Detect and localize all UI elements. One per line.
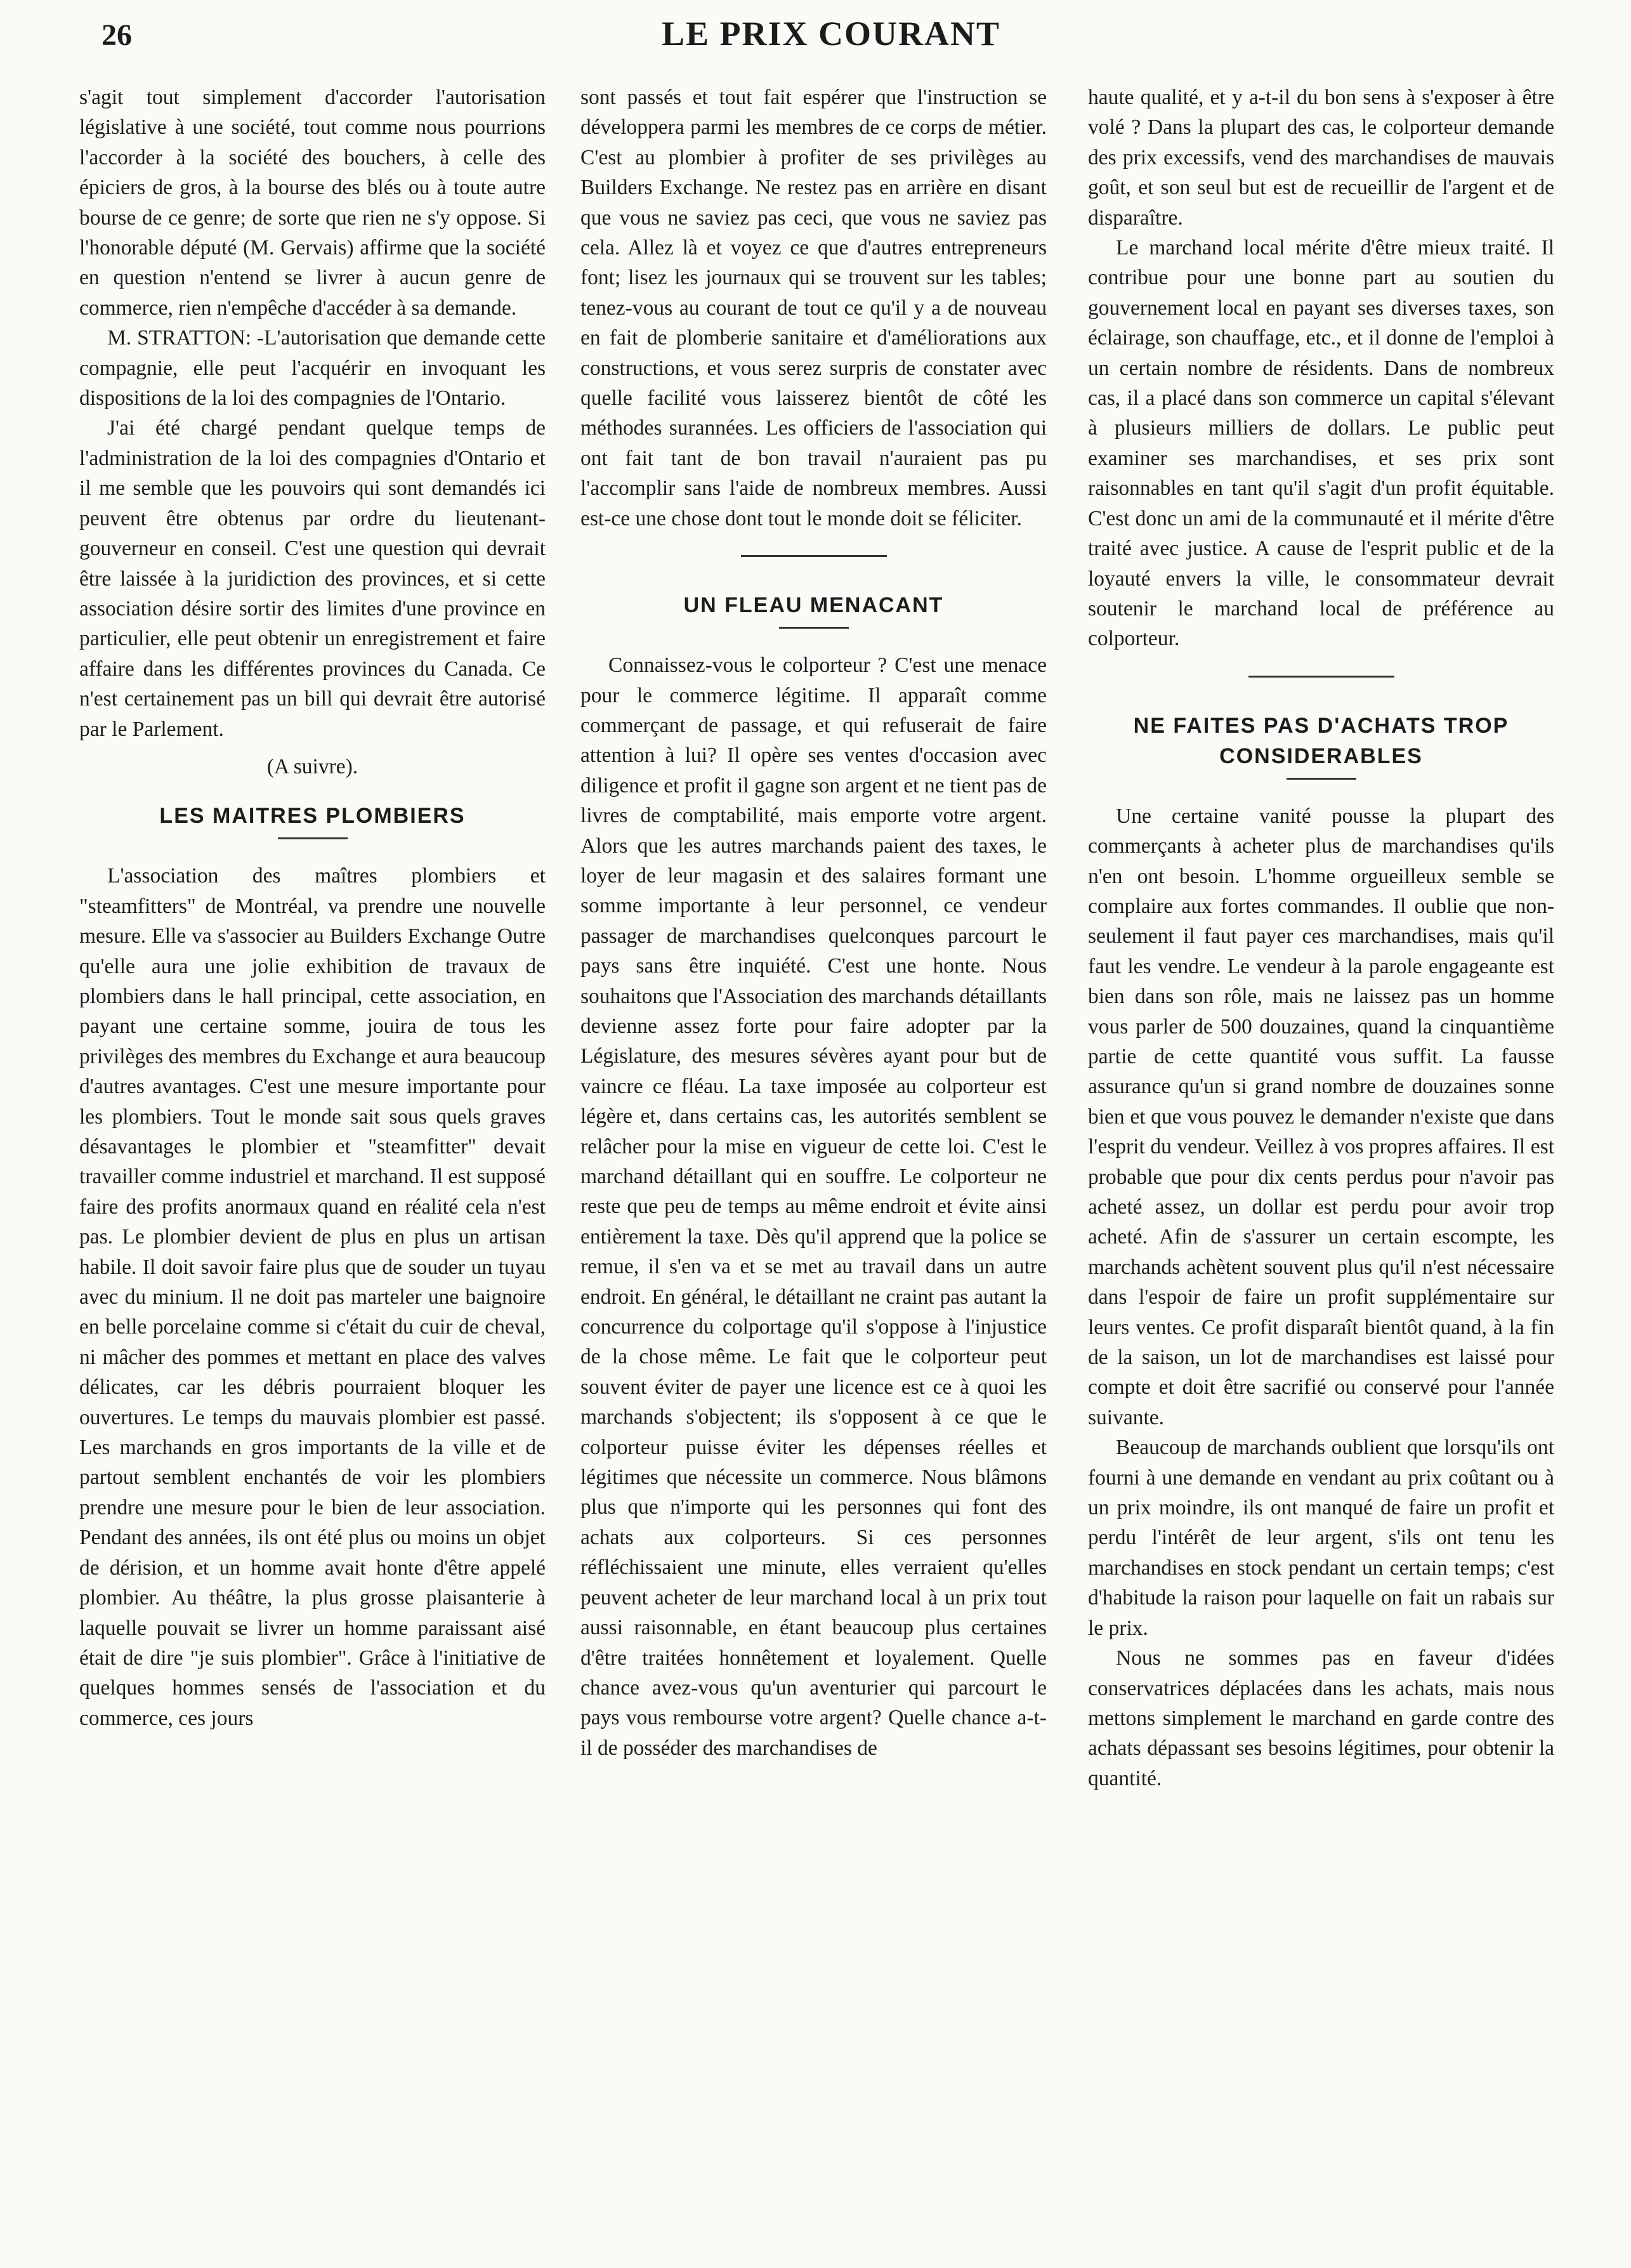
heading-line: CONSIDERABLES: [1219, 744, 1423, 768]
section-heading-achats-considerables: [1088, 711, 1554, 771]
section-heading-fleau-menacant: UN FLEAU MENACANT: [683, 593, 944, 618]
section-heading-maitres-plombiers: LES MAITRES PLOMBIERS: [159, 804, 466, 829]
paragraph: sont passés et tout fait espérer que l'instruction se développera parmi les membres de ce corps de métier. C'est au plombier à profiter de ses privilèges au Builders Exchange. Ne restez pas en arrière en disant que vous ne saviez pas ceci, que vous ne saviez pas cela. Allez là et voyez ce que d'autres entrepreneurs font; lisez les journaux qui se trouvent sur les tables; tenez-vous au courant de tout ce qu'il y a de nouveau en fait de plomberie sanitaire et d'améliorations aux constructions, et vous serez surpris de constater avec quelle facilité vous laisserez bientôt de côté les méthodes surannées. Les officiers de l'association qui ont fait tant de bon travail n'auraient pas pu l'accomplir sans l'aide de nombreux membres. Aussi est-ce une chose dont tout le monde doit se féliciter.: [580, 86, 1047, 530]
heading-line: NE FAITES PAS D'ACHATS TROP: [1133, 713, 1509, 738]
paragraph: s'agit tout simplement d'accorder l'autorisation législative à une société, tout comme nous pourrions l'accorder à la société des bouchers, à celle des épiciers de gros, à la bourse des blés ou à toute autre bourse de ce genre; de sorte que rien ne s'y oppose. Si l'honorable député (M. Gervais) affirme que la société en question n'entend se livrer à aucun genre de commerce, rien n'empêche d'accéder à sa demande.: [79, 86, 546, 320]
paragraph: haute qualité, et y a-t-il du bon sens à s'exposer à être volé ? Dans la plupart des cas, le colporteur demande des prix excessifs, vend des marchandises de mauvais goût, et son seul but est de recueillir de l'argent et de disparaître.: [1088, 86, 1554, 230]
section-divider: [1248, 676, 1394, 678]
paragraph: M. STRATTON: -L'autorisation que demande cette compagnie, elle peut l'acquérir en invoquant les dispositions de la loi des compagnies de l'Ontario.: [79, 326, 546, 410]
journal-title: LE PRIX COURANT: [661, 15, 1001, 53]
page-header: [82, 13, 1580, 57]
section-divider: [741, 555, 887, 557]
paragraph: Nous ne sommes pas en faveur d'idées conservatrices déplacées dans les achats, mais nous mettons simplement le marchand en garde contre des achats dépassant ses besoins légitimes, pour obtenir la quantité.: [1088, 1646, 1554, 1790]
heading-rule: [1287, 778, 1356, 780]
paragraph: Le marchand local mérite d'être mieux traité. Il contribue pour une bonne part au soutien du gouvernement local en payant ses diverses taxes, son éclairage, son chauffage, etc., et il donne de l'emploi à un certain nombre de résidents. Dans de nombreux cas, il a placé dans son commerce un capital s'élevant à plusieurs milliers de dollars. Le public peut examiner ses marchandises, et ses prix sont raisonnables en tant qu'il s'agit d'un profit équitable. C'est donc un ami de la communauté et il mérite d'être traité avec justice. A cause de l'esprit public et de la loyauté envers la ville, le consommateur devrait soutenir le marchand local de préférence au colporteur.: [1088, 236, 1554, 651]
heading-rule: [779, 627, 849, 629]
column-1: [79, 82, 546, 1733]
page-number: 26: [102, 18, 132, 52]
paragraph: Une certaine vanité pousse la plupart des commerçants à acheter plus de marchandises qu'ils n'en ont besoin. L'homme orgueilleux semble se complaire aux fortes commandes. Il oublie que non-seulement il faut payer ces marchandises, mais qu'il faut les vendre. Le vendeur à la parole engageante est bien dans son rôle, mais ne laissez pas un homme vous parler de 500 douzaines, quand la cinquantième partie de cette quantité vous suffit. La fausse assurance qu'un si grand nombre de douzaines sonne bien et que vous pouvez le demander n'existe que dans l'esprit du vendeur. Veillez à vos propres affaires. Il est probable que pour dix cents perdus pour n'avoir pas acheté assez, un dollar est perdu pour avoir trop acheté. Afin de s'assurer un certain escompte, les marchands achètent souvent plus qu'il n'est nécessaire dans l'espoir de faire un profit supplémentaire sur leurs ventes. Ce profit disparaît bientôt quand, à la fin de la saison, un lot de marchandises est laissé pour compte et doit être sacrifié ou conservé pour l'année suivante.: [1088, 804, 1554, 1429]
column-2: [580, 82, 1047, 1763]
paragraph: L'association des maîtres plombiers et "steamfitters" de Montréal, va prendre une nouvelle mesure. Elle va s'associer au Builders Exchange Outre qu'elle aura une jolie exhibition de travaux de plombiers dans le hall principal, cette association, en payant une certaine somme, jouira de tous les privilèges des membres du Exchange et aura beaucoup d'autres avantages. C'est une mesure importante pour les plombiers. Tout le monde sait sous quels graves désavantages le plombier et "steamfitter" devait travailler comme industriel et marchand. Il est supposé faire des profits anormaux quand en réalité cela n'est pas. Le plombier devient de plus en plus un artisan habile. Il doit savoir faire plus que de souder un tuyau avec du minium. Il ne doit pas marteler une baignoire en belle porcelaine comme si c'était du cuir de cheval, ni mâcher des pommes et mettant en place des valves délicates, car les débris pourraient bloquer les ouvertures. Le temps du mauvais plombier est passé. Les marchands en gros importants de la ville et de partout semblent enchantés de voir les plombiers prendre une mesure pour le bien de leur association. Pendant des années, ils ont été plus ou moins un objet de dérision, et un homme avait honte d'être appelé plombier. Au théâtre, la plus grosse plaisanterie à laquelle pouvait se livrer un homme paraissant aisé était de dire "je suis plombier". Grâce à l'initiative de quelques hommes sensés de l'association et du commerce, ces jours: [79, 864, 546, 1730]
column-3: [1088, 82, 1554, 1793]
paragraph: Connaissez-vous le colporteur ? C'est une menace pour le commerce légitime. Il apparaît comme commerçant de passage, et qui refuserait de faire attention à lui? Il opère ses ventes d'occasion avec diligence et profit il gagne son argent et ne tient pas de livres de comptabilité, mais emporte votre argent. Alors que les autres marchands paient des taxes, le loyer de leur magasin et des salaires formant une somme importante à leur personnel, ce vendeur passager de marchandises quelconques parcourt le pays sans être inquiété. C'est une honte. Nous souhaitons que l'Association des marchands détaillants devienne assez forte pour faire adopter par la Législature, des mesures sévères ayant pour but de vaincre ce fléau. La taxe imposée au colporteur est légère et, dans certains cas, les autorités semblent se relâcher pour la mise en vigueur de cette loi. C'est le marchand détaillant qui en souffre. Le colporteur ne reste que peu de temps au même endroit et évite ainsi entièrement la taxe. Dès qu'il apprend que la police se remue, il s'en va et se met au travail dans un autre endroit. En général, le détaillant ne craint pas autant la concurrence du colportage qu'il s'oppose à l'injustice de la chose même. Le fait que le colporteur peut souvent éviter de payer une licence est ce à quoi les marchands s'objectent; ils s'opposent à ce que le colporteur puisse éviter les dépenses réelles et légitimes que nécessite un commerce. Nous blâmons plus que n'importe qui les personnes qui font des achats aux colporteurs. Si ces personnes réfléchissaient une minute, elles verraient qu'elles peuvent acheter de leur marchand local à un prix tout aussi raisonnable, en étant beaucoup plus certaines d'être traitées honnêtement et loyalement. Quelle chance avez-vous qu'un aventurier qui parcourt le pays vous rembourse votre argent? Quelle chance a-t-il de posséder des marchandises de: [580, 653, 1047, 1760]
paragraph: J'ai été chargé pendant quelque temps de l'administration de la loi des compagnies d'Ontario et il me semble que les pouvoirs qui sont demandés ici peuvent être obtenus par ordre du lieutenant-gouverneur en conseil. C'est une question qui devrait être laissée à la juridiction des provinces, et si cette association désire sortir des limites d'une province en particulier, elle peut obtenir un enregistrement et faire affaire dans les différentes provinces du Canada. Ce n'est certainement pas un bill qui devrait être autorisé par le Parlement.: [79, 416, 546, 741]
heading-rule: [278, 837, 348, 839]
a-suivre-note: (A suivre).: [266, 754, 358, 778]
paragraph: Beaucoup de marchands oublient que lorsqu'ils ont fourni à une demande en vendant au prix coûtant ou à un prix moindre, ils ont manqué de faire un profit et perdu l'intérêt de leur argent, s'ils ont tenu les marchandises en stock pendant un certain temps; c'est d'habitude la raison pour laquelle on fait un rabais sur le prix.: [1088, 1436, 1554, 1640]
